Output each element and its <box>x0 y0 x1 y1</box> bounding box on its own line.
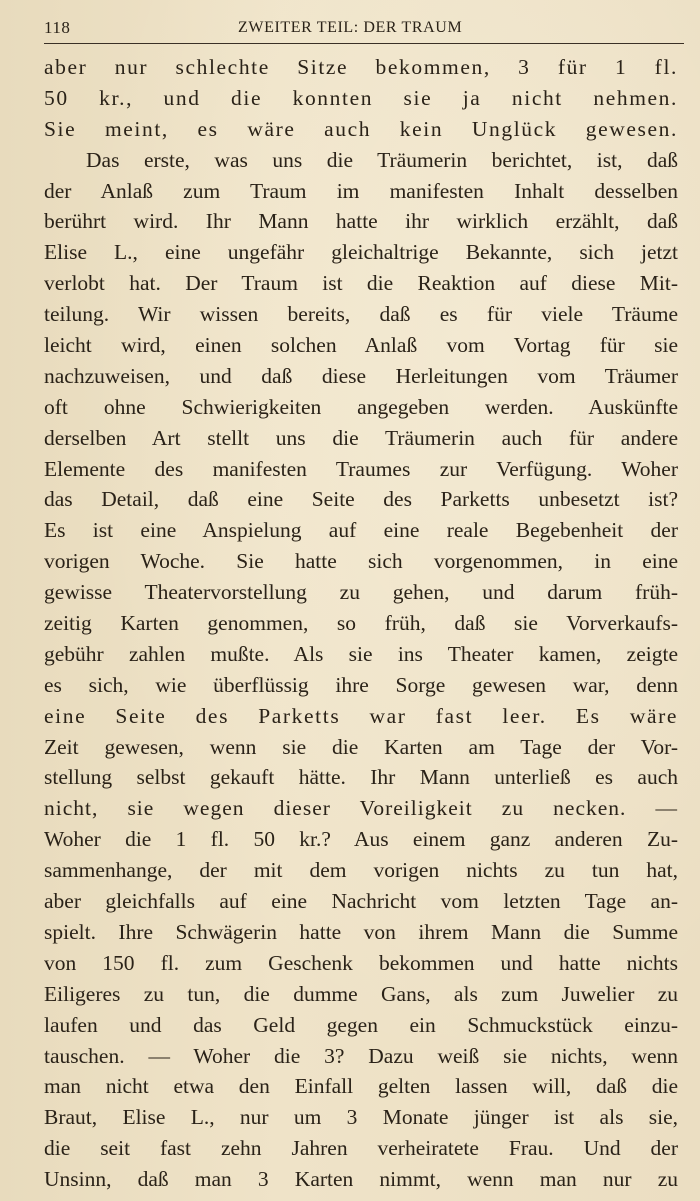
text-line: aber gleichfalls auf eine Nachricht vom letzten Tage an- <box>44 889 678 914</box>
text-line: Braut, Elise L., nur um 3 Monate jünger ist als sie, <box>44 1105 678 1130</box>
text-line: zeitig Karten genommen, so früh, daß sie Vorverkaufs- <box>44 611 678 636</box>
text-line: 50 kr., und die konnten sie ja nicht nehmen. <box>44 85 678 110</box>
text-line: verlobt hat. Der Traum ist die Reaktion auf diese Mit- <box>44 271 678 296</box>
text-line: leicht wird, einen solchen Anlaß vom Vortag für sie <box>44 333 678 358</box>
text-line: Elise L., eine ungefähr gleichaltrige Bekannte, sich jetzt <box>44 240 678 265</box>
text-line: vorigen Woche. Sie hatte sich vorgenommen, in eine <box>44 549 678 574</box>
text-line: Zeit gewesen, wenn sie die Karten am Tage der Vor- <box>44 734 678 759</box>
text-line: Sie meint, es wäre auch kein Unglück gewesen. <box>44 116 678 141</box>
text-line: spielt. Ihre Schwägerin hatte von ihrem Mann die Summe <box>44 919 678 944</box>
text-line: sammenhange, der mit dem vorigen nichts zu tun hat, <box>44 858 678 883</box>
text-line: derselben Art stellt uns die Träumerin auch für andere <box>44 425 678 450</box>
text-line: das Detail, daß eine Seite des Parketts unbesetzt ist? <box>44 487 678 512</box>
text-line: Unsinn, daß man 3 Karten nimmt, wenn man nur zu <box>44 1167 678 1192</box>
text-line: Woher die 1 fl. 50 kr.? Aus einem ganz anderen Zu- <box>44 827 678 852</box>
text-line: stellung selbst gekauft hätte. Ihr Mann unterließ es auch <box>44 765 678 790</box>
body-text <box>44 52 678 1195</box>
page-number: 118 <box>44 18 71 37</box>
header-rule <box>44 43 684 44</box>
text-line: die seit fast zehn Jahren verheiratete Frau. Und der <box>44 1136 678 1161</box>
text-line: Eiligeres zu tun, die dumme Gans, als zum Juwelier zu <box>44 981 678 1006</box>
text-line: von 150 fl. zum Geschenk bekommen und hatte nichts <box>44 950 678 975</box>
text-line: der Anlaß zum Traum im manifesten Inhalt desselben <box>44 178 678 203</box>
text-line: aber nur schlechte Sitze bekommen, 3 für 1 fl. <box>44 55 678 79</box>
text-line: teilung. Wir wissen bereits, daß es für viele Träume <box>44 302 678 327</box>
text-line: tauschen. — Woher die 3? Dazu weiß sie nichts, wenn <box>44 1043 678 1068</box>
text-line: eine Seite des Parketts war fast leer. Es wäre <box>44 703 678 728</box>
running-head: ZWEITER TEIL: DER TRAUM <box>238 19 463 36</box>
text-line: es sich, wie überflüssig ihre Sorge gewesen war, denn <box>44 672 678 697</box>
paragraph-start-line: Das erste, was uns die Träumerin berichtet, ist, daß <box>86 147 678 172</box>
text-line: berührt wird. Ihr Mann hatte ihr wirklich erzählt, daß <box>44 209 678 234</box>
text-line: Elemente des manifesten Traumes zur Verfügung. Woher <box>44 456 678 481</box>
text-line: nicht, sie wegen dieser Voreiligkeit zu necken. — <box>44 796 678 821</box>
page-header <box>44 18 684 44</box>
text-line: oft ohne Schwierigkeiten angegeben werden. Auskünfte <box>44 394 678 419</box>
text-line: gewisse Theatervorstellung zu gehen, und darum früh- <box>44 580 678 605</box>
text-line: nachzuweisen, und daß diese Herleitungen vom Träumer <box>44 363 678 388</box>
text-line: gebühr zahlen mußte. Als sie ins Theater kamen, zeigte <box>44 641 678 666</box>
text-line: Es ist eine Anspielung auf eine reale Begebenheit der <box>44 518 678 543</box>
text-line: laufen und das Geld gegen ein Schmuckstück einzu- <box>44 1012 678 1037</box>
text-line: man nicht etwa den Einfall gelten lassen will, daß die <box>44 1074 678 1099</box>
